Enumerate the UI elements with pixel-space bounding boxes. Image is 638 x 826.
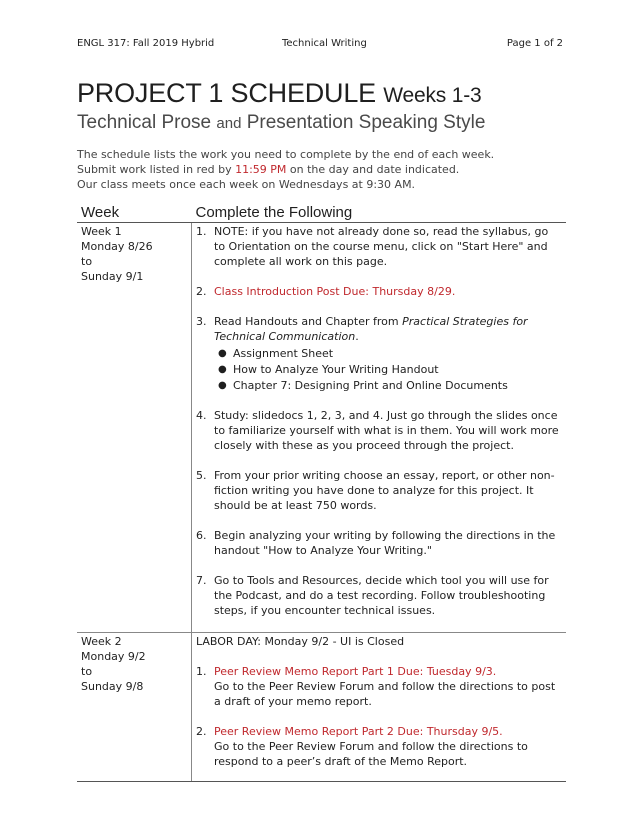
task-number: 4. bbox=[196, 409, 207, 422]
tasks-cell bbox=[192, 633, 567, 782]
table-row bbox=[77, 633, 566, 782]
intro-deadline-time: 11:59 PM bbox=[235, 163, 287, 176]
task-due-text: Peer Review Memo Report Part 2 Due: Thursday 9/5. bbox=[214, 725, 503, 738]
table-header-row bbox=[77, 204, 566, 223]
title-main: PROJECT 1 SCHEDULE bbox=[77, 78, 376, 108]
week-end: Sunday 9/1 bbox=[81, 270, 144, 283]
task-item bbox=[196, 573, 562, 618]
reading-item-label: How to Analyze Your Writing Handout bbox=[233, 363, 439, 376]
task-number: 1. bbox=[196, 665, 207, 678]
bullet-icon: ● bbox=[218, 380, 227, 391]
week-start: Monday 9/2 bbox=[81, 650, 146, 663]
task-item bbox=[196, 224, 562, 269]
intro-line-2-post: on the day and date indicated. bbox=[289, 163, 460, 176]
page-title bbox=[77, 78, 481, 109]
task-number: 6. bbox=[196, 529, 207, 542]
week-to: to bbox=[81, 665, 93, 678]
task-item bbox=[196, 314, 562, 393]
reading-item-label: Assignment Sheet bbox=[233, 347, 334, 360]
subtitle-part1: Technical Prose bbox=[77, 112, 212, 133]
task-item bbox=[196, 284, 562, 299]
task-item bbox=[196, 664, 562, 709]
header-course: ENGL 317: Fall 2019 Hybrid bbox=[77, 38, 215, 49]
week-label: Week 2 bbox=[81, 635, 122, 648]
title-weeks: Weeks 1-3 bbox=[383, 84, 482, 107]
task-number: 2. bbox=[196, 285, 207, 298]
task-number: 5. bbox=[196, 469, 207, 482]
task-item bbox=[196, 528, 562, 558]
task-text: NOTE: if you have not already done so, read the syllabus, go to Orientation on the course menu, click on "Start Here" and complete all work on this page. bbox=[214, 225, 549, 268]
intro-line-2-pre: Submit work listed in red by bbox=[77, 163, 232, 176]
intro-line-3: Our class meets once each week on Wednesdays at 9:30 AM. bbox=[77, 178, 416, 191]
task-text: From your prior writing choose an essay, report, or other non-fiction writing you have done to analyze for this project. It should be at least 750 words. bbox=[214, 469, 555, 512]
subtitle-and: and bbox=[216, 115, 242, 132]
task-text: Go to Tools and Resources, decide which tool you will use for the Podcast, and do a test recording. Follow troubleshooting steps, if you encounter technical issues. bbox=[214, 574, 549, 617]
task-due-text: Peer Review Memo Report Part 1 Due: Tuesday 9/3. bbox=[214, 665, 497, 678]
holiday-note: LABOR DAY: Monday 9/2 - UI is Closed bbox=[196, 635, 405, 648]
week-to: to bbox=[81, 255, 93, 268]
bullet-icon: ● bbox=[218, 364, 227, 375]
reading-item-label: Chapter 7: Designing Print and Online Documents bbox=[233, 379, 508, 392]
task-text-end: . bbox=[355, 330, 359, 343]
page-subtitle bbox=[77, 112, 485, 134]
week-label: Week 1 bbox=[81, 225, 122, 238]
week-cell bbox=[77, 633, 192, 782]
page-header bbox=[77, 38, 563, 49]
subtitle-part2: Presentation Speaking Style bbox=[246, 112, 486, 133]
task-due-text: Class Introduction Post Due: Thursday 8/29. bbox=[214, 285, 456, 298]
intro-line-1: The schedule lists the work you need to complete by the end of each week. bbox=[77, 148, 495, 161]
header-page-number: Page 1 of 2 bbox=[506, 38, 563, 49]
header-week: Week bbox=[77, 204, 192, 223]
task-item bbox=[196, 468, 562, 513]
task-number: 7. bbox=[196, 574, 207, 587]
bullet-icon: ● bbox=[218, 348, 227, 359]
reading-item bbox=[214, 378, 562, 393]
week-start: Monday 8/26 bbox=[81, 240, 153, 253]
intro-paragraph bbox=[77, 147, 494, 192]
task-number: 3. bbox=[196, 315, 207, 328]
reading-item bbox=[214, 346, 562, 361]
intro-line-2 bbox=[77, 162, 494, 177]
schedule-table bbox=[77, 204, 566, 782]
week-end: Sunday 9/8 bbox=[81, 680, 144, 693]
task-text: Begin analyzing your writing by following the directions in the handout "How to Analyze Your Writing." bbox=[214, 529, 556, 557]
task-list bbox=[196, 664, 562, 769]
task-number: 2. bbox=[196, 725, 207, 738]
book-title: Practical Strategies for Technical Communication bbox=[214, 315, 528, 343]
week-cell bbox=[77, 223, 192, 633]
task-number: 1. bbox=[196, 225, 207, 238]
header-course-title: Technical Writing bbox=[282, 38, 367, 49]
table-row bbox=[77, 223, 566, 633]
task-list bbox=[196, 224, 562, 618]
task-item bbox=[196, 408, 562, 453]
task-text: Go to the Peer Review Forum and follow the directions to respond to a peer’s draft of the Memo Report. bbox=[214, 740, 528, 768]
task-item bbox=[196, 724, 562, 769]
header-tasks: Complete the Following bbox=[192, 204, 567, 223]
task-text: Go to the Peer Review Forum and follow the directions to post a draft of your memo report. bbox=[214, 680, 556, 708]
reading-list bbox=[214, 346, 562, 393]
task-text: Study: slidedocs 1, 2, 3, and 4. Just go through the slides once to familiarize yourself with what is in them. You will work more closely with these as you proceed through the project. bbox=[214, 409, 559, 452]
reading-item bbox=[214, 362, 562, 377]
task-text: Read Handouts and Chapter from bbox=[214, 315, 399, 328]
tasks-cell bbox=[192, 223, 567, 633]
